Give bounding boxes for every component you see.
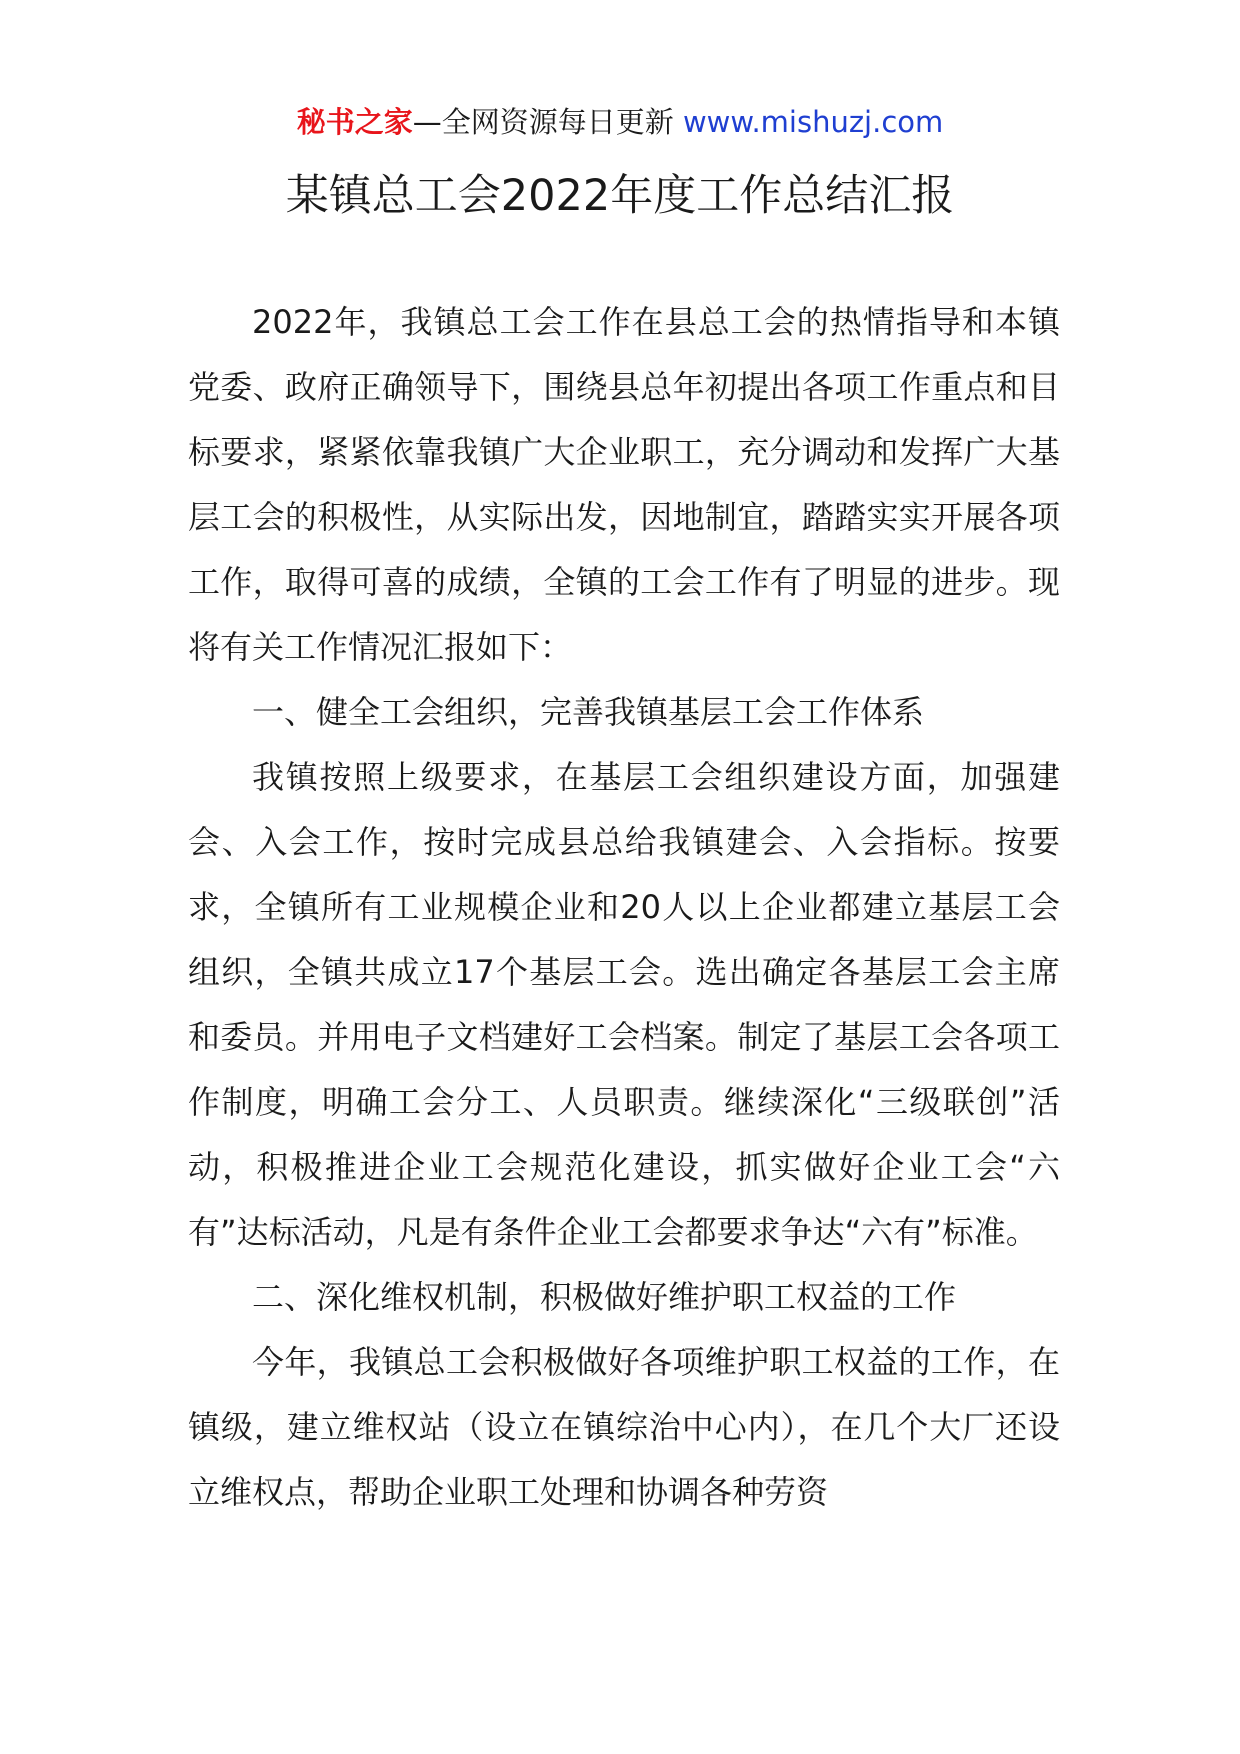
- paragraph-section-2: 今年，我镇总工会积极做好各项维护职工权益的工作，在镇级，建立维权站（设立在镇综治中心内），在几个大厂还设立维权点，帮助企业职工处理和协调各种劳资: [188, 1343, 1060, 1511]
- paragraph-section-1: 我镇按照上级要求，在基层工会组织建设方面，加强建会、入会工作，按时完成县总给我镇建会、入会指标。按要求，全镇所有工业规模企业和20人以上企业都建立基层工会组织，全镇共成立17个基层工会。选出确定各基层工会主席和委员。并用电子文档建好工会档案。制定了基层工会各项工作制度，明确工会分工、人员职责。继续深化“三级联创”活动，积极推进企业工会规范化建设，抓实做好企业工会“六有”达标活动，凡是有条件企业工会都要求争达“六有”标准。: [188, 758, 1060, 1251]
- paragraph-intro: 2022年，我镇总工会工作在县总工会的热情指导和本镇党委、政府正确领导下，围绕县总年初提出各项工作重点和目标要求，紧紧依靠我镇广大企业职工，充分调动和发挥广大基层工会的积极性，从实际出发，因地制宜，踏踏实实开展各项工作，取得可喜的成绩，全镇的工会工作有了明显的进步。现将有关工作情况汇报如下：: [188, 303, 1060, 666]
- header-slogan: —全网资源每日更新: [412, 105, 674, 139]
- document-title: 某镇总工会2022年度工作总结汇报: [285, 171, 955, 221]
- section-heading-1: 一、健全工会组织，完善我镇基层工会工作体系: [252, 693, 925, 731]
- site-url-link[interactable]: www.mishuzj.com: [682, 105, 944, 139]
- document-body: [188, 290, 1060, 1525]
- site-header: [0, 100, 1240, 144]
- brand-name: 秘书之家: [296, 105, 413, 139]
- section-heading-2: 二、深化维权机制，积极做好维护职工权益的工作: [252, 1278, 957, 1316]
